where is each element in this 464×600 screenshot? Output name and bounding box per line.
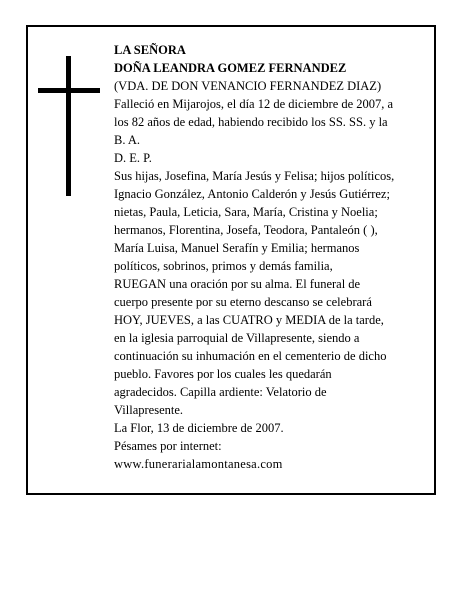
request-line: pueblo. Favores por los cuales les quedarán (114, 367, 332, 381)
widow-of: (VDA. DE DON VENANCIO FERNANDEZ DIAZ) (114, 79, 382, 93)
family-line: hermanos, Florentina, Josefa, Teodora, Pantaleón ( ), (114, 223, 378, 237)
request-line: Villapresente. (114, 403, 184, 417)
obituary-text (114, 41, 426, 473)
website-link[interactable]: www.funerarialamontanesa.com (114, 457, 283, 471)
place-date: La Flor, 13 de diciembre de 2007. (114, 421, 284, 435)
request-line: HOY, JUEVES, a las CUATRO y MEDIA de la tarde, (114, 313, 384, 327)
rip-abbreviation: D. E. P. (114, 151, 152, 165)
family-line: María Luisa, Manuel Serafín y Emilia; hermanos (114, 241, 360, 255)
request-line: agradecidos. Capilla ardiente: Velatorio de (114, 385, 327, 399)
obituary-title: LA SEÑORA (114, 43, 186, 57)
death-line: Falleció en Mijarojos, el día 12 de diciembre de 2007, a (114, 97, 394, 111)
death-line: B. A. (114, 133, 141, 147)
death-line: los 82 años de edad, habiendo recibido los SS. SS. y la (114, 115, 388, 129)
request-line: continuación su inhumación en el cementerio de dicho (114, 349, 387, 363)
request-line: en la iglesia parroquial de Villapresente, siendo a (114, 331, 360, 345)
family-line: Sus hijas, Josefina, María Jesús y Felisa; hijos políticos, (114, 169, 395, 183)
deceased-name: DOÑA LEANDRA GOMEZ FERNANDEZ (114, 61, 347, 75)
cross-vertical-bar (66, 56, 71, 196)
request-line: RUEGAN una oración por su alma. El funeral de (114, 277, 361, 291)
family-line: políticos, sobrinos, primos y demás familia, (114, 259, 333, 273)
cross-horizontal-bar (38, 88, 100, 93)
family-line: nietas, Paula, Leticia, Sara, María, Cristina y Noelia; (114, 205, 378, 219)
request-line: cuerpo presente por su eterno descanso se celebrará (114, 295, 372, 309)
family-line: Ignacio González, Antonio Calderón y Jesús Gutiérrez; (114, 187, 390, 201)
condolences-label: Pésames por internet: (114, 439, 222, 453)
